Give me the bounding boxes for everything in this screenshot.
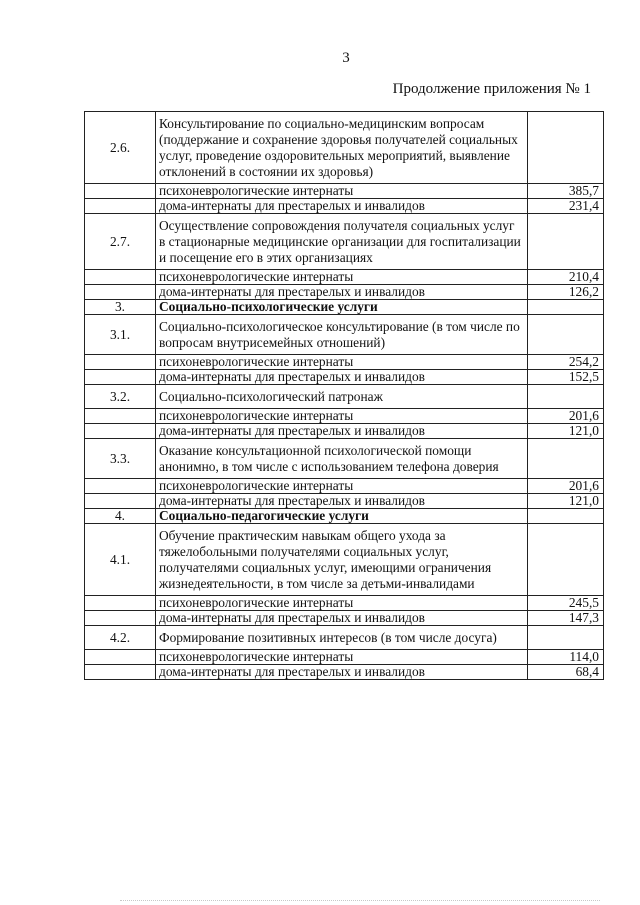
tariff-value	[528, 300, 604, 315]
tariff-value	[528, 214, 604, 270]
row-number	[85, 370, 156, 385]
row-number	[85, 650, 156, 665]
institution-row	[85, 199, 604, 214]
scan-artifact-line	[120, 898, 600, 901]
institution-row	[85, 611, 604, 626]
tariff-value: 68,4	[528, 665, 604, 680]
tariff-value: 114,0	[528, 650, 604, 665]
institution-type: дома-интернаты для престарелых и инвалидов	[156, 611, 528, 626]
service-row	[85, 439, 604, 479]
row-number: 3.	[85, 300, 156, 315]
institution-row	[85, 370, 604, 385]
row-number: 3.3.	[85, 439, 156, 479]
row-number	[85, 285, 156, 300]
tariff-value	[528, 385, 604, 409]
row-number: 3.2.	[85, 385, 156, 409]
service-name: Оказание консультационной психологической помощи анонимно, в том числе с использованием телефона доверия	[156, 439, 528, 479]
tariff-value	[528, 112, 604, 184]
institution-row	[85, 285, 604, 300]
row-number	[85, 424, 156, 439]
section-heading-row	[85, 300, 604, 315]
institution-type: дома-интернаты для престарелых и инвалидов	[156, 285, 528, 300]
service-row	[85, 315, 604, 355]
service-name: Социально-педагогические услуги	[156, 509, 528, 524]
service-row	[85, 626, 604, 650]
tariff-value: 121,0	[528, 424, 604, 439]
row-number	[85, 494, 156, 509]
institution-type: психоневрологические интернаты	[156, 650, 528, 665]
institution-type: дома-интернаты для престарелых и инвалидов	[156, 199, 528, 214]
service-row	[85, 524, 604, 596]
institution-type: дома-интернаты для престарелых и инвалидов	[156, 424, 528, 439]
tariff-value: 254,2	[528, 355, 604, 370]
section-heading-row	[85, 509, 604, 524]
service-name: Обучение практическим навыкам общего ухода за тяжелобольными получателями социальных услуг, получателями социальных услуг, имеющими ограничения жизнедеятельности, в том числе за детьми-инвалидами	[156, 524, 528, 596]
tariff-value	[528, 524, 604, 596]
institution-type: дома-интернаты для престарелых и инвалидов	[156, 665, 528, 680]
service-name: Осуществление сопровождения получателя социальных услуг в стационарные медицинские организации для госпитализации и посещение его в этих организациях	[156, 214, 528, 270]
row-number	[85, 270, 156, 285]
institution-type: психоневрологические интернаты	[156, 270, 528, 285]
tariff-value	[528, 626, 604, 650]
tariff-value: 231,4	[528, 199, 604, 214]
tariff-value: 121,0	[528, 494, 604, 509]
row-number	[85, 596, 156, 611]
tariff-value: 201,6	[528, 409, 604, 424]
tariff-value: 152,5	[528, 370, 604, 385]
appendix-continuation-label: Продолжение приложения № 1	[392, 81, 591, 97]
institution-type: психоневрологические интернаты	[156, 355, 528, 370]
institution-type: дома-интернаты для престарелых и инвалидов	[156, 370, 528, 385]
row-number	[85, 409, 156, 424]
row-number	[85, 665, 156, 680]
row-number	[85, 184, 156, 199]
institution-row	[85, 650, 604, 665]
institution-row	[85, 494, 604, 509]
tariff-value	[528, 509, 604, 524]
institution-type: психоневрологические интернаты	[156, 596, 528, 611]
row-number: 3.1.	[85, 315, 156, 355]
table-body	[85, 112, 604, 680]
services-tariff-table	[84, 111, 604, 680]
row-number: 2.7.	[85, 214, 156, 270]
service-row	[85, 112, 604, 184]
row-number: 4.1.	[85, 524, 156, 596]
row-number	[85, 199, 156, 214]
institution-type: психоневрологические интернаты	[156, 479, 528, 494]
service-name: Консультирование по социально-медицинским вопросам (поддержание и сохранение здоровья получателей социальных услуг, проведение оздоровительных мероприятий, выявление отклонений в состоянии их здоровья)	[156, 112, 528, 184]
service-row	[85, 385, 604, 409]
tariff-value: 245,5	[528, 596, 604, 611]
tariff-value	[528, 315, 604, 355]
institution-row	[85, 596, 604, 611]
institution-row	[85, 184, 604, 199]
service-name: Социально-психологический патронаж	[156, 385, 528, 409]
tariff-value: 126,2	[528, 285, 604, 300]
row-number	[85, 479, 156, 494]
institution-row	[85, 479, 604, 494]
institution-row	[85, 355, 604, 370]
institution-row	[85, 409, 604, 424]
tariff-value: 201,6	[528, 479, 604, 494]
institution-row	[85, 665, 604, 680]
tariff-value: 147,3	[528, 611, 604, 626]
row-number: 4.2.	[85, 626, 156, 650]
tariff-value: 385,7	[528, 184, 604, 199]
tariff-value	[528, 439, 604, 479]
institution-type: дома-интернаты для престарелых и инвалидов	[156, 494, 528, 509]
page-number: 3	[342, 50, 350, 66]
institution-type: психоневрологические интернаты	[156, 184, 528, 199]
tariff-value: 210,4	[528, 270, 604, 285]
institution-row	[85, 424, 604, 439]
institution-row	[85, 270, 604, 285]
service-name: Социально-психологические услуги	[156, 300, 528, 315]
service-row	[85, 214, 604, 270]
row-number	[85, 611, 156, 626]
row-number	[85, 355, 156, 370]
row-number: 2.6.	[85, 112, 156, 184]
service-name: Формирование позитивных интересов (в том числе досуга)	[156, 626, 528, 650]
service-name: Социально-психологическое консультирование (в том числе по вопросам внутрисемейных отношений)	[156, 315, 528, 355]
row-number: 4.	[85, 509, 156, 524]
institution-type: психоневрологические интернаты	[156, 409, 528, 424]
